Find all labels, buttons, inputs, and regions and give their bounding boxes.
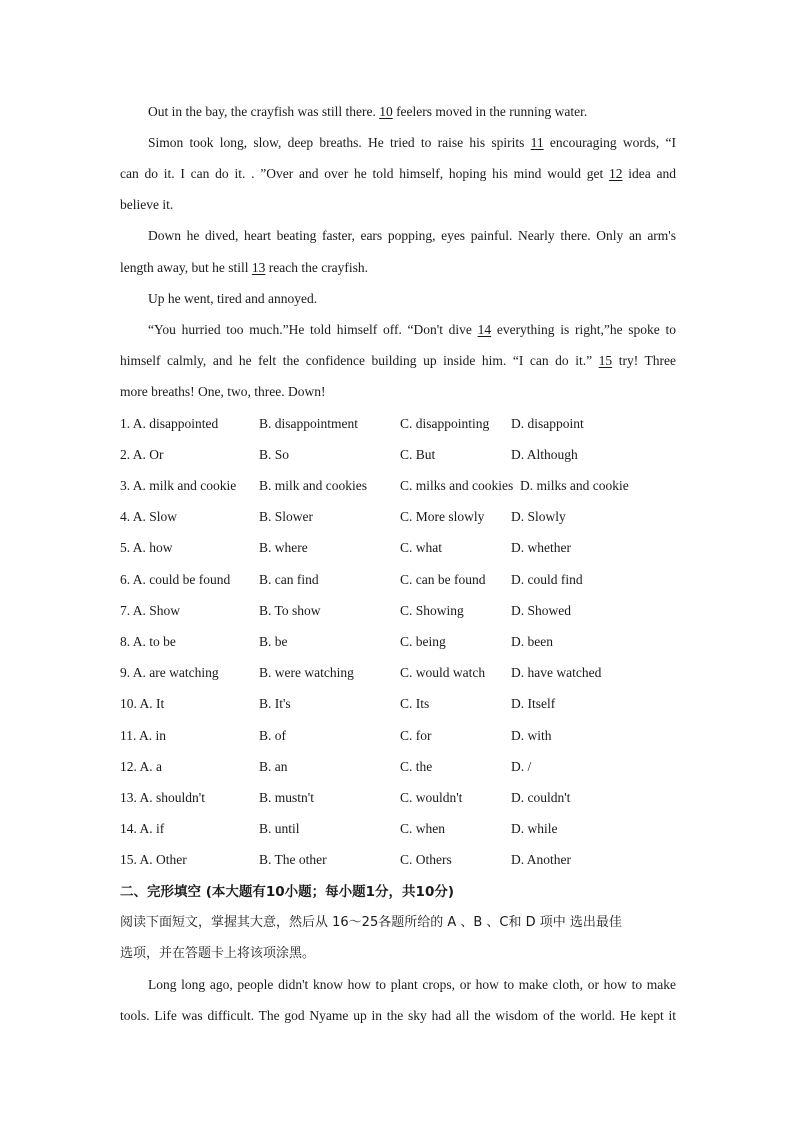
option-c: C. when [400, 821, 445, 836]
option-c: C. for [400, 728, 432, 743]
option-d: D. been [511, 634, 553, 649]
option-b: B. until [259, 821, 300, 836]
option-a: 12. A. a [120, 759, 162, 774]
option-a: 7. A. Show [120, 603, 181, 618]
passage-line: Up he went, tired and annoyed. [148, 291, 318, 306]
passage-line: himself calmly, and he felt the confidence building up inside him. “I can do it.” 15 try! Three [120, 353, 676, 368]
option-b: B. be [259, 634, 288, 649]
question-row [120, 757, 680, 777]
option-b: B. So [259, 447, 290, 462]
option-d: D. Itself [511, 696, 556, 711]
section-instructions: 阅读下面短文，掌握其大意，然后从 16～25各题所给的 A 、B 、C和 D 项中 选出最佳 [120, 915, 622, 930]
option-b: B. The other [259, 852, 327, 867]
option-d: D. have watched [511, 665, 602, 680]
option-c: C. Showing [400, 603, 464, 618]
question-row [120, 476, 680, 496]
option-c: C. milks and cookies [400, 478, 514, 493]
option-d: D. Another [511, 852, 571, 867]
option-a: 15. A. Other [120, 852, 187, 867]
option-c: C. Others [400, 852, 452, 867]
passage-line: Down he dived, heart beating faster, ears popping, eyes painful. Nearly there. Only an arm's [148, 228, 676, 243]
option-b: B. can find [259, 572, 319, 587]
option-d: D. could find [511, 572, 583, 587]
option-d: D. with [511, 728, 552, 743]
blank-14: 14 [477, 322, 492, 337]
passage-line: more breaths! One, two, three. Down! [120, 384, 326, 399]
question-row [120, 632, 680, 652]
passage-line: Out in the bay, the crayfish was still there. 10 feelers moved in the running water. [148, 104, 588, 119]
option-a: 10. A. It [120, 696, 165, 711]
blank-15: 15 [598, 353, 613, 368]
option-a: 5. A. how [120, 540, 173, 555]
option-a: 2. A. Or [120, 447, 164, 462]
option-c: C. More slowly [400, 509, 485, 524]
option-d: D. milks and cookie [520, 478, 629, 493]
option-a: 1. A. disappointed [120, 416, 219, 431]
passage-line: can do it. I can do it. . ”Over and over he told himself, hoping his mind would get 12 idea and [120, 166, 676, 181]
option-b: B. an [259, 759, 288, 774]
option-b: B. of [259, 728, 286, 743]
option-b: B. milk and cookies [259, 478, 367, 493]
blank-11: 11 [530, 135, 544, 150]
option-b: B. To show [259, 603, 321, 618]
question-row [120, 570, 680, 590]
option-d: D. while [511, 821, 558, 836]
option-b: B. where [259, 540, 308, 555]
option-c: C. Its [400, 696, 430, 711]
question-row [120, 819, 680, 839]
option-c: C. being [400, 634, 446, 649]
question-row [120, 414, 680, 434]
passage-line: length away, but he still 13 reach the crayfish. [120, 260, 369, 275]
option-b: B. Slower [259, 509, 313, 524]
question-row [120, 694, 680, 714]
option-a: 11. A. in [120, 728, 167, 743]
option-d: D. disappoint [511, 416, 584, 431]
option-a: 13. A. shouldn't [120, 790, 205, 805]
question-row [120, 445, 680, 465]
blank-12: 12 [608, 166, 623, 181]
option-d: D. couldn't [511, 790, 571, 805]
option-a: 9. A. are watching [120, 665, 219, 680]
question-row [120, 850, 680, 870]
question-row [120, 538, 680, 558]
option-c: C. But [400, 447, 436, 462]
option-b: B. were watching [259, 665, 354, 680]
question-row [120, 788, 680, 808]
option-c: C. disappointing [400, 416, 490, 431]
option-b: B. mustn't [259, 790, 314, 805]
option-b: B. disappointment [259, 416, 358, 431]
option-a: 3. A. milk and cookie [120, 478, 237, 493]
question-row [120, 663, 680, 683]
option-d: D. Although [511, 447, 578, 462]
option-c: C. wouldn't [400, 790, 463, 805]
option-c: C. would watch [400, 665, 486, 680]
option-d: D. / [511, 759, 532, 774]
passage-line: Simon took long, slow, deep breaths. He tried to raise his spirits 11 encouraging words, “I [148, 135, 676, 150]
option-d: D. whether [511, 540, 571, 555]
passage-line: tools. Life was difficult. The god Nyame up in the sky had all the wisdom of the world. He kept it [120, 1008, 676, 1023]
option-c: C. what [400, 540, 442, 555]
option-a: 4. A. Slow [120, 509, 178, 524]
passage-line: Long long ago, people didn't know how to plant crops, or how to make cloth, or how to make [148, 977, 676, 992]
blank-10: 10 [379, 104, 393, 119]
question-row [120, 726, 680, 746]
option-a: 14. A. if [120, 821, 165, 836]
blank-13: 13 [251, 260, 266, 275]
section-title: 二、完形填空 (本大题有10小题；每小题1分，共10分) [120, 884, 455, 900]
option-c: C. can be found [400, 572, 486, 587]
option-d: D. Showed [511, 603, 571, 618]
question-row [120, 601, 680, 621]
passage-line: believe it. [120, 197, 174, 212]
question-row [120, 507, 680, 527]
passage-line: “You hurried too much.”He told himself off. “Don't dive 14 everything is right,”he spoke to [148, 322, 676, 337]
option-a: 6. A. could be found [120, 572, 231, 587]
option-d: D. Slowly [511, 509, 566, 524]
option-b: B. It's [259, 696, 291, 711]
option-c: C. the [400, 759, 433, 774]
section-instructions: 选项，并在答题卡上将该项涂黑。 [120, 946, 316, 961]
option-a: 8. A. to be [120, 634, 176, 649]
